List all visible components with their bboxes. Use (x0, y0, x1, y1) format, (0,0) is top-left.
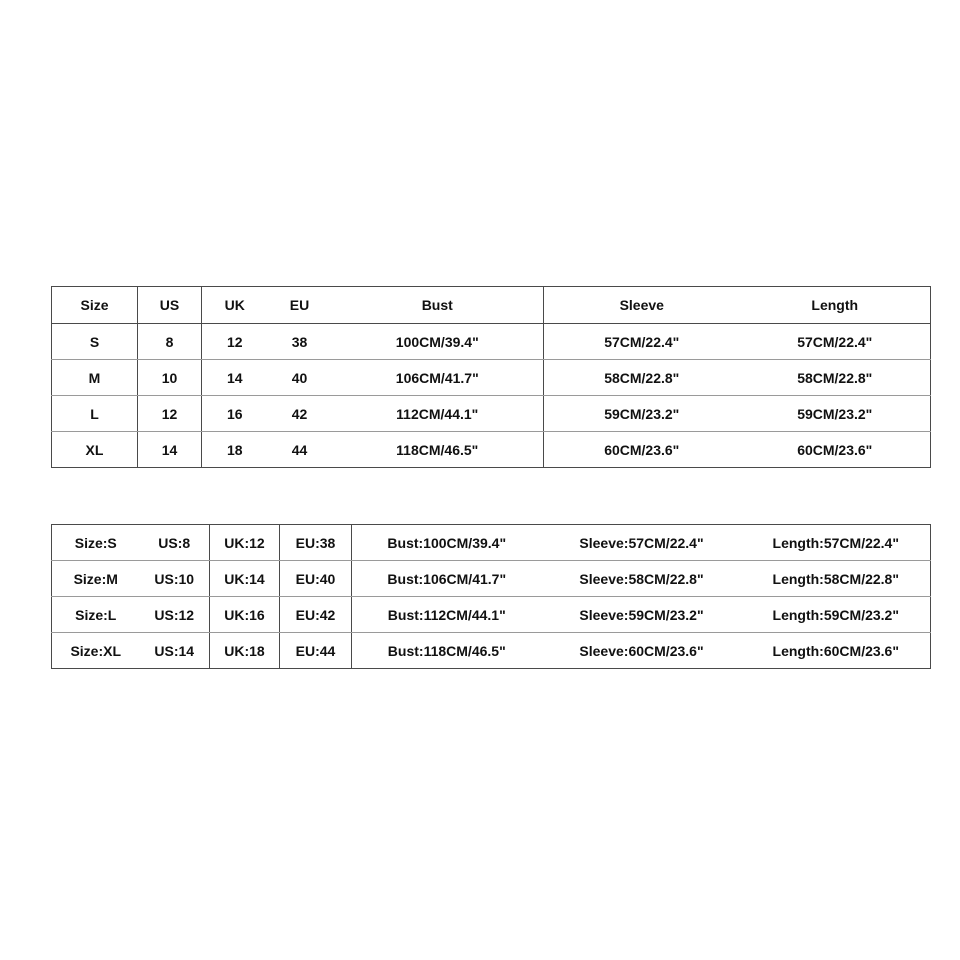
cell-length: 57CM/22.4" (740, 324, 931, 360)
cell-bust: Bust:112CM/44.1" (352, 597, 542, 633)
cell-eu: 44 (291, 441, 308, 458)
cell-sleeve: 58CM/22.8" (544, 360, 740, 396)
table-row (52, 597, 931, 633)
cell-eu: 42 (268, 396, 332, 432)
cell-sleeve: Sleeve:60CM/23.6" (579, 642, 704, 659)
header-cell-eu: EU (268, 287, 332, 324)
cell-size: M (52, 360, 138, 396)
table-row (52, 324, 931, 360)
header-cell-length: Length (740, 287, 931, 324)
cell-uk: 18 (226, 441, 243, 458)
cell-size: L (52, 396, 138, 432)
cell-us: 8 (138, 324, 202, 360)
cell-length: Length:59CM/23.2" (742, 597, 931, 633)
cell-eu: EU:44 (280, 633, 352, 669)
cell-length: 58CM/22.8" (740, 360, 931, 396)
size-chart-labeled-table (51, 524, 931, 669)
cell-size: Size:S (52, 525, 140, 561)
cell-length: Length:57CM/22.4" (742, 525, 931, 561)
cell-us: 14 (138, 432, 202, 468)
cell-length: 60CM/23.6" (797, 441, 873, 458)
cell-length: Length:60CM/23.6" (772, 642, 899, 659)
cell-bust: 106CM/41.7" (332, 360, 544, 396)
cell-sleeve: 59CM/23.2" (544, 396, 740, 432)
cell-bust: 100CM/39.4" (332, 324, 544, 360)
cell-bust: Bust:100CM/39.4" (352, 525, 542, 561)
cell-us: US:12 (140, 597, 210, 633)
cell-uk: UK:18 (210, 633, 280, 669)
header-cell-us: US (138, 287, 202, 324)
cell-us: 10 (138, 360, 202, 396)
table-row (52, 525, 931, 561)
cell-eu: EU:38 (280, 525, 352, 561)
table-row (52, 396, 931, 432)
cell-length: 59CM/23.2" (740, 396, 931, 432)
cell-bust: Bust:118CM/46.5" (387, 642, 506, 659)
header-cell-sleeve: Sleeve (544, 287, 740, 324)
cell-length: Length:58CM/22.8" (742, 561, 931, 597)
size-chart-table (51, 286, 931, 468)
cell-us: 12 (138, 396, 202, 432)
table-row (52, 432, 931, 468)
cell-sleeve: 57CM/22.4" (544, 324, 740, 360)
header-cell-bust: Bust (332, 287, 544, 324)
table-row (52, 360, 931, 396)
header-cell-uk: UK (202, 287, 268, 324)
header-cell-size: Size (52, 287, 138, 324)
cell-bust: Bust:106CM/41.7" (352, 561, 542, 597)
cell-us: US:10 (140, 561, 210, 597)
cell-uk: 12 (202, 324, 268, 360)
cell-us: US:8 (140, 525, 210, 561)
cell-uk: UK:14 (210, 561, 280, 597)
cell-uk: 14 (202, 360, 268, 396)
cell-uk: UK:16 (210, 597, 280, 633)
table-row (52, 561, 931, 597)
cell-size: Size:XL (70, 642, 122, 659)
table-header-row (52, 287, 931, 324)
cell-sleeve: Sleeve:58CM/22.8" (542, 561, 742, 597)
cell-us: US:14 (140, 633, 210, 669)
cell-sleeve: Sleeve:57CM/22.4" (542, 525, 742, 561)
cell-eu: EU:40 (280, 561, 352, 597)
cell-bust: 118CM/46.5" (332, 432, 544, 468)
cell-uk: UK:12 (210, 525, 280, 561)
cell-sleeve: Sleeve:59CM/23.2" (542, 597, 742, 633)
cell-sleeve: 60CM/23.6" (604, 441, 680, 458)
cell-size: XL (52, 432, 138, 468)
table-row (52, 633, 931, 669)
cell-size: S (52, 324, 138, 360)
cell-eu: 40 (268, 360, 332, 396)
cell-uk: 16 (202, 396, 268, 432)
cell-eu: EU:42 (280, 597, 352, 633)
cell-size: Size:L (52, 597, 140, 633)
cell-bust: 112CM/44.1" (332, 396, 544, 432)
cell-eu: 38 (268, 324, 332, 360)
cell-size: Size:M (52, 561, 140, 597)
